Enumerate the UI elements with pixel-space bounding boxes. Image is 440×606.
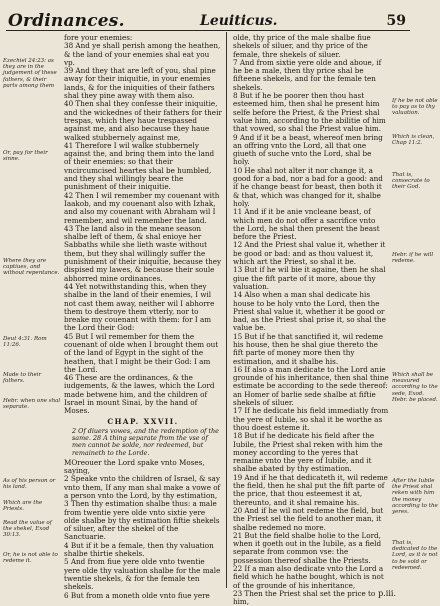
verse: 46 These are the ordinances, & the iudgements, & the lawes, which the Lord made betwene him, and the children of Israel in mount Sinai, by the hand of Moses.	[64, 373, 215, 416]
verse: 38 And ye shall perish among the heathen, & the land of your enemies shal eat you vp.	[64, 41, 221, 67]
header-book-title: Leuiticus.	[200, 13, 278, 29]
verse: 9 And if it be a beast, whereof men bring an offring vnto the Lord, all that one giueth of suche vnto the Lord, shal be holy.	[233, 132, 383, 167]
verse: 21 But the field shalbe holie to the Lord, when it goeth out in the Iubile, as a field separate from common vse: the possession thereof shalbe the Priests.	[233, 530, 382, 565]
verse: MOreouer the Lord spake vnto Moses, saying,	[64, 457, 205, 476]
verse: fore your enemies:	[64, 33, 133, 42]
verse: 13 But if he wil bie it againe, then he shal giue the fift parte of it more, aboue thy valuation.	[233, 265, 386, 291]
margin-note: Hebr. if he will redeme.	[392, 252, 434, 265]
verse: 23 Then the Priest shal set the price to him,	[233, 588, 376, 606]
margin-note: Which shall be measured according to the sede, Exod. Hebr. be placed.	[392, 372, 438, 403]
header-rule	[6, 30, 410, 31]
margin-note: Or, he is not able to redeme it.	[3, 552, 58, 565]
verse: 22 If a man also dedicate vnto the Lord a field which he hathe bought, which is not of the grounde of his inheritance,	[233, 564, 384, 590]
right-column	[233, 34, 389, 606]
margin-note: Made to their fathers.	[3, 372, 42, 385]
verse: 19 And if he that dedicateth it, wil redeme the field, then he shal put the fift parte of the price, that thou esteemest it at, thereunto, and it shal remaine his.	[233, 472, 388, 507]
verse: 42 Then I wil remember my couenant with Iaakob, and my couenant also with Izhak, and also my couenant with Abraham wil I remember, and wil remember the land.	[64, 190, 220, 225]
margin-note: That is, consecrate to their God.	[392, 172, 430, 191]
verse: 43 The land also in the meane season shalbe left of them, & shal enioye her Sabbaths while she lieth waste without them, but they shal willingly suffer the punishment of their iniquitie, because they dispised my lawes, & because their soule abhorred mine ordinances.	[64, 223, 222, 283]
verse: 10 He shal not alter it nor change it, a good for a bad, nor a bad for a good: and if he change beast for beast, then both it & that, which was changed for it, shalbe holy.	[233, 165, 383, 208]
margin-note: Where they are captiues, and without repentance.	[3, 258, 60, 277]
margin-note: Ezechiel 24:23: as they are in the judgement of these fathers, & their parts among them	[3, 58, 57, 89]
verse: 8 But if he be poorer then thou hast esteemed him, then shal he present him selfe before the Priest, & the Priest shal value him, according to the abilitie of him that vowed, so shal the Priest value him.	[233, 91, 386, 134]
column-divider	[226, 32, 227, 588]
margin-note: Which is clean, Chap 11:2.	[392, 134, 435, 147]
verse: 18 But if he dedicate his field after the Iubile, the Priest shal reken with him the money according to the yeres that remaine vnto the yere of Iubile, and it shalbe abated by thy estimation.	[233, 431, 383, 474]
verse: 16 If also a man dedicate to the Lord anie grounde of his inheritance, then shal thine estimate be according to the sede thereof: an Homer of barlie sede shalbe at fiftie shekels of siluer.	[233, 364, 389, 408]
left-column	[64, 34, 222, 600]
verse: 20 And if he wil not redeme the field, but the Priest sel the field to another man, it shalbe redemed no more.	[233, 505, 384, 532]
verse: 15 But if he that sanctified it, wil redeme his house, then he shal giue thereto the fift parte of money more then thy estimation, and it shalbe his.	[233, 331, 384, 366]
chapter-heading: CHAP. XXVII.	[107, 416, 179, 426]
verse: 45 But I wil remember for them the couenant of olde when I brought them out of the land of Egypt in the sight of the heathen, that I might be their God: I am the Lord.	[64, 331, 219, 374]
verse: 2 Speake vnto the children of Israel, & say vnto them, If any man shal make a vowe of a person vnto the Lord, by thy estimation,	[64, 474, 221, 500]
verse: 44 Yet notwithstanding this, when they shalbe in the land of their enemies, I wil not cast them away, neither wil I abhorre them to destroye them vtterly, nor to breake my couenant with them: for I am the Lord their God:	[64, 281, 215, 333]
verse: 41 Therefore I wil walke stubbernely against the, and bring them into the land of their enemies: so that their vncircumcised heartes shal be humbled, and they shal willingly beare the punishment of their iniquitie.	[64, 140, 215, 192]
verse: 17 If he dedicate his field immediatly from the yere of Iubile, so shal it be worthe as thou doest esteme it.	[233, 406, 389, 432]
verse: 12 And the Priest shal value it, whether it be good or bad: and as thou valuest it, which art the Priest, so shal it be.	[233, 240, 386, 267]
verse: 14 Also when a man shal dedicate his house to be holy vnto the Lord, then the Priest shal value it, whether it be good or bad, as the Priest shal prise it, so shal the value be.	[233, 290, 386, 333]
margin-note: Hebr. when one shal separate.	[3, 398, 61, 411]
margin-note: That is, dedicated to the Lord, as it is not to be sold or redeemed.	[392, 540, 438, 571]
verse: 3 Then thy estimation shalbe thus: a male from twentie yere olde vnto sixtie yere olde shalbe by thy estimation fiftie shekels of siluer, after the shekel of the Sanctuarie.	[64, 499, 220, 542]
verse: 39 And they that are left of you, shal pine away for their iniquitie, in your enemies lands, & for the iniquities of their fathers shal they pine away with them also.	[64, 66, 216, 101]
margin-note: As of his person or his land.	[3, 478, 56, 491]
verse: 6 But from a moneth olde vnto fiue yere	[64, 590, 210, 600]
header-section-title: Ordinances.	[8, 11, 125, 31]
verse: 7 And from sixtie yere olde and aboue, if he be a male, then thy price shal be fifteene shekels, and for the female ten shekels.	[233, 57, 382, 92]
margin-note: After the Iubile the Priest shal reken with him the money according to the yeres.	[392, 478, 438, 516]
verse: 4 But if it be a female, then thy valuation shalbe thirtie shekels.	[64, 540, 214, 559]
signature-mark: p.iii.	[378, 589, 396, 598]
margin-note: If he be not able to pay as to thy valuation.	[392, 98, 438, 117]
page-number: 59	[386, 13, 406, 29]
margin-note: Read the value of the shekel, Exod 30:13.	[3, 520, 52, 539]
verse: olde, thy price of the male shalbe fiue shekels of siluer, and thy price of the female, thre shekels of siluer.	[233, 33, 371, 59]
margin-note: Deut 4:31. Rom 11:26.	[3, 336, 47, 349]
verse: 11 And if it be anie vncleane beast, of which men do not offer a sacrifice vnto the Lord, he shal then present the beast before the Priest.	[233, 207, 380, 242]
verse: 40 Then shal they confesse their iniquitie, and the wickednes of their fathers for their trespas, which they haue trespassed against me, and also because they haue walked stubbernely against me,	[64, 99, 222, 142]
margin-note: Which are the Priests.	[3, 500, 43, 513]
chapter-summary: 2 Of diuers vowes, and the redemption of the same. 28 A thing separate from the vse of men cannot be solde, nor redeemed, but remaineth to the Lorde.	[72, 426, 219, 457]
margin-note: Or, pay for their sinne.	[3, 150, 48, 163]
verse: 5 And from fiue yere olde vnto twentie yere olde thy valuation shalbe for the male twentie shekels, & for the female ten shekels.	[64, 557, 221, 592]
